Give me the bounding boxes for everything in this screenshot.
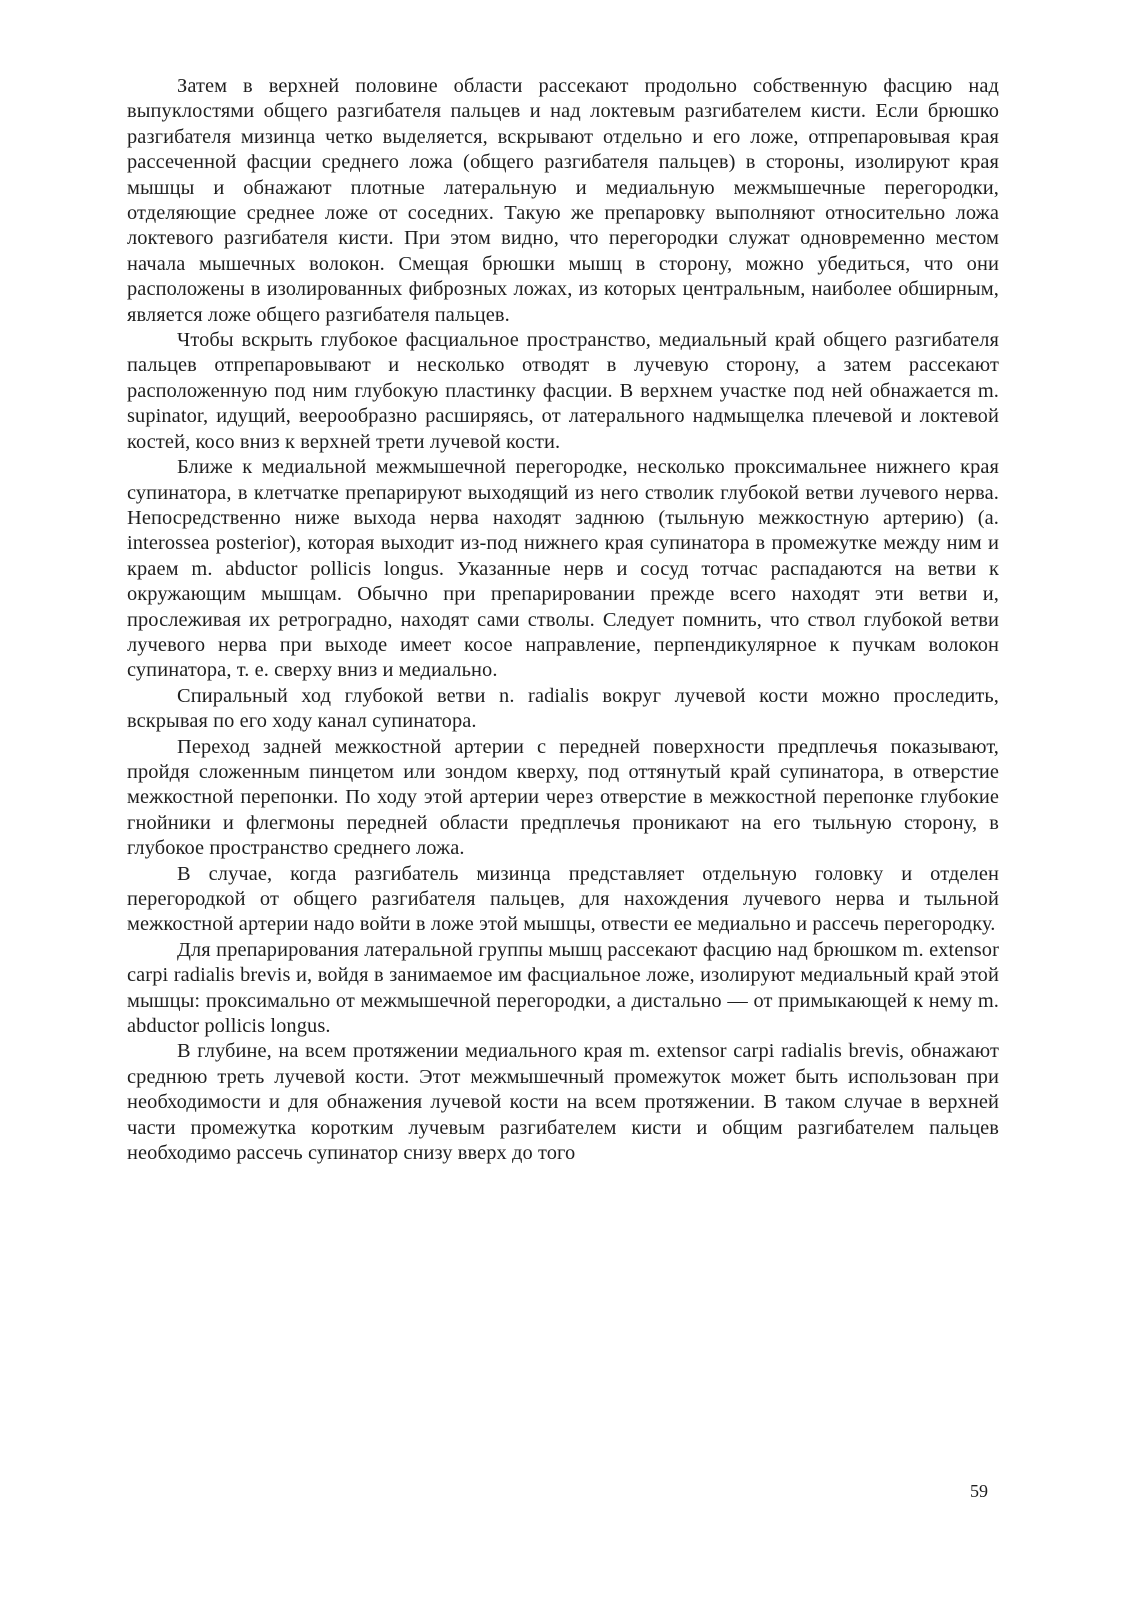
paragraph: Спиральный ход глубокой ветви n. radialis вокруг лучевой кости можно проследить, вскрывая по его ходу канал супинатора. xyxy=(127,684,999,733)
paragraph: Затем в верхней половине области рассекают продольно собственную фасцию над выпуклостями общего разгибателя пальцев и над локтевым разгибателем кисти. Если брюшко разгибателя мизинца четко выделяется, вскрывают отдельно и его ложе, отпрепаровывая края рассеченной фасции среднего ложа (общего разгибателя пальцев) в стороны, изолируют края мышцы и обнажают плотные латеральную и медиальную межмышечные перегородки, отделяющие среднее ложе от соседних. Такую же препаровку выполняют относительно ложа локтевого разгибателя кисти. При этом видно, что перегородки служат одновременно местом начала мышечных волокон. Смещая брюшки мышц в сторону, можно убедиться, что они расположены в изолированных фиброзных ложах, из которых центральным, наиболее обширным, является ложе общего разгибателя пальцев. xyxy=(127,75,999,326)
paragraph: Переход задней межкостной артерии с передней поверхности предплечья показывают, пройдя сложенным пинцетом или зондом кверху, под оттянутый край супинатора, в отверстие межкостной перепонки. По ходу этой артерии через отверстие в межкостной перепонке глубокие гнойники и флегмоны передней области предплечья проникают на его тыльную сторону, в глубокое пространство среднего ложа. xyxy=(127,735,999,860)
paragraph: Ближе к медиальной межмышечной перегородке, несколько проксимальнее нижнего края супинатора, в клетчатке препарируют выходящий из него стволик глубокой ветви лучевого нерва. Непосредственно ниже выхода нерва находят заднюю (тыльную межкостную артерию) (a. interossea posterior), которая выходит из-под нижнего края супинатора в промежутке между ним и краем m. abductor pollicis longus. Указанные нерв и сосуд тотчас распадаются на ветви к окружающим мышцам. Обычно при препарировании прежде всего находят эти ветви и, прослеживая их ретроградно, находят сами стволы. Следует помнить, что ствол глубокой ветви лучевого нерва при выходе имеет косое направление, перпендикулярное к пучкам волокон супинатора, т. е. сверху вниз и медиально. xyxy=(127,456,999,682)
paragraph: Для препарирования латеральной группы мышц рассекают фасцию над брюшком m. extensor carpi radialis brevis и, войдя в занимаемое им фасциальное ложе, изолируют медиальный край этой мышцы: проксимально от межмышечной перегородки, а дистально — от примыкающей к нему m. abductor pollicis longus. xyxy=(127,938,999,1038)
paragraph: В случае, когда разгибатель мизинца представляет отдельную головку и отделен перегородкой от общего разгибателя пальцев, для нахождения лучевого нерва и тыльной межкостной артерии надо войти в ложе этой мышцы, отвести ее медиально и рассечь перегородку. xyxy=(127,862,999,936)
page-number: 59 xyxy=(970,1481,988,1501)
body-text xyxy=(127,74,999,1166)
paragraph: В глубине, на всем протяжении медиального края m. extensor carpi radialis brevis, обнажают среднюю треть лучевой кости. Этот межмышечный промежуток может быть использован при необходимости и для обнажения лучевой кости на всем протяжении. В таком случае в верхней части промежутка коротким лучевым разгибателем кисти и общим разгибателем пальцев необходимо рассечь супинатор снизу вверх до того xyxy=(127,1040,999,1165)
paragraph: Чтобы вскрыть глубокое фасциальное пространство, медиальный край общего разгибателя пальцев отпрепаровывают и несколько отводят в лучевую сторону, а затем рассекают расположенную под ним глубокую пластинку фасции. В верхнем участке под ней обнажается m. supinator, идущий, веерообразно расширяясь, от латерального надмыщелка плечевой и локтевой костей, косо вниз к верхней трети лучевой кости. xyxy=(127,329,999,453)
